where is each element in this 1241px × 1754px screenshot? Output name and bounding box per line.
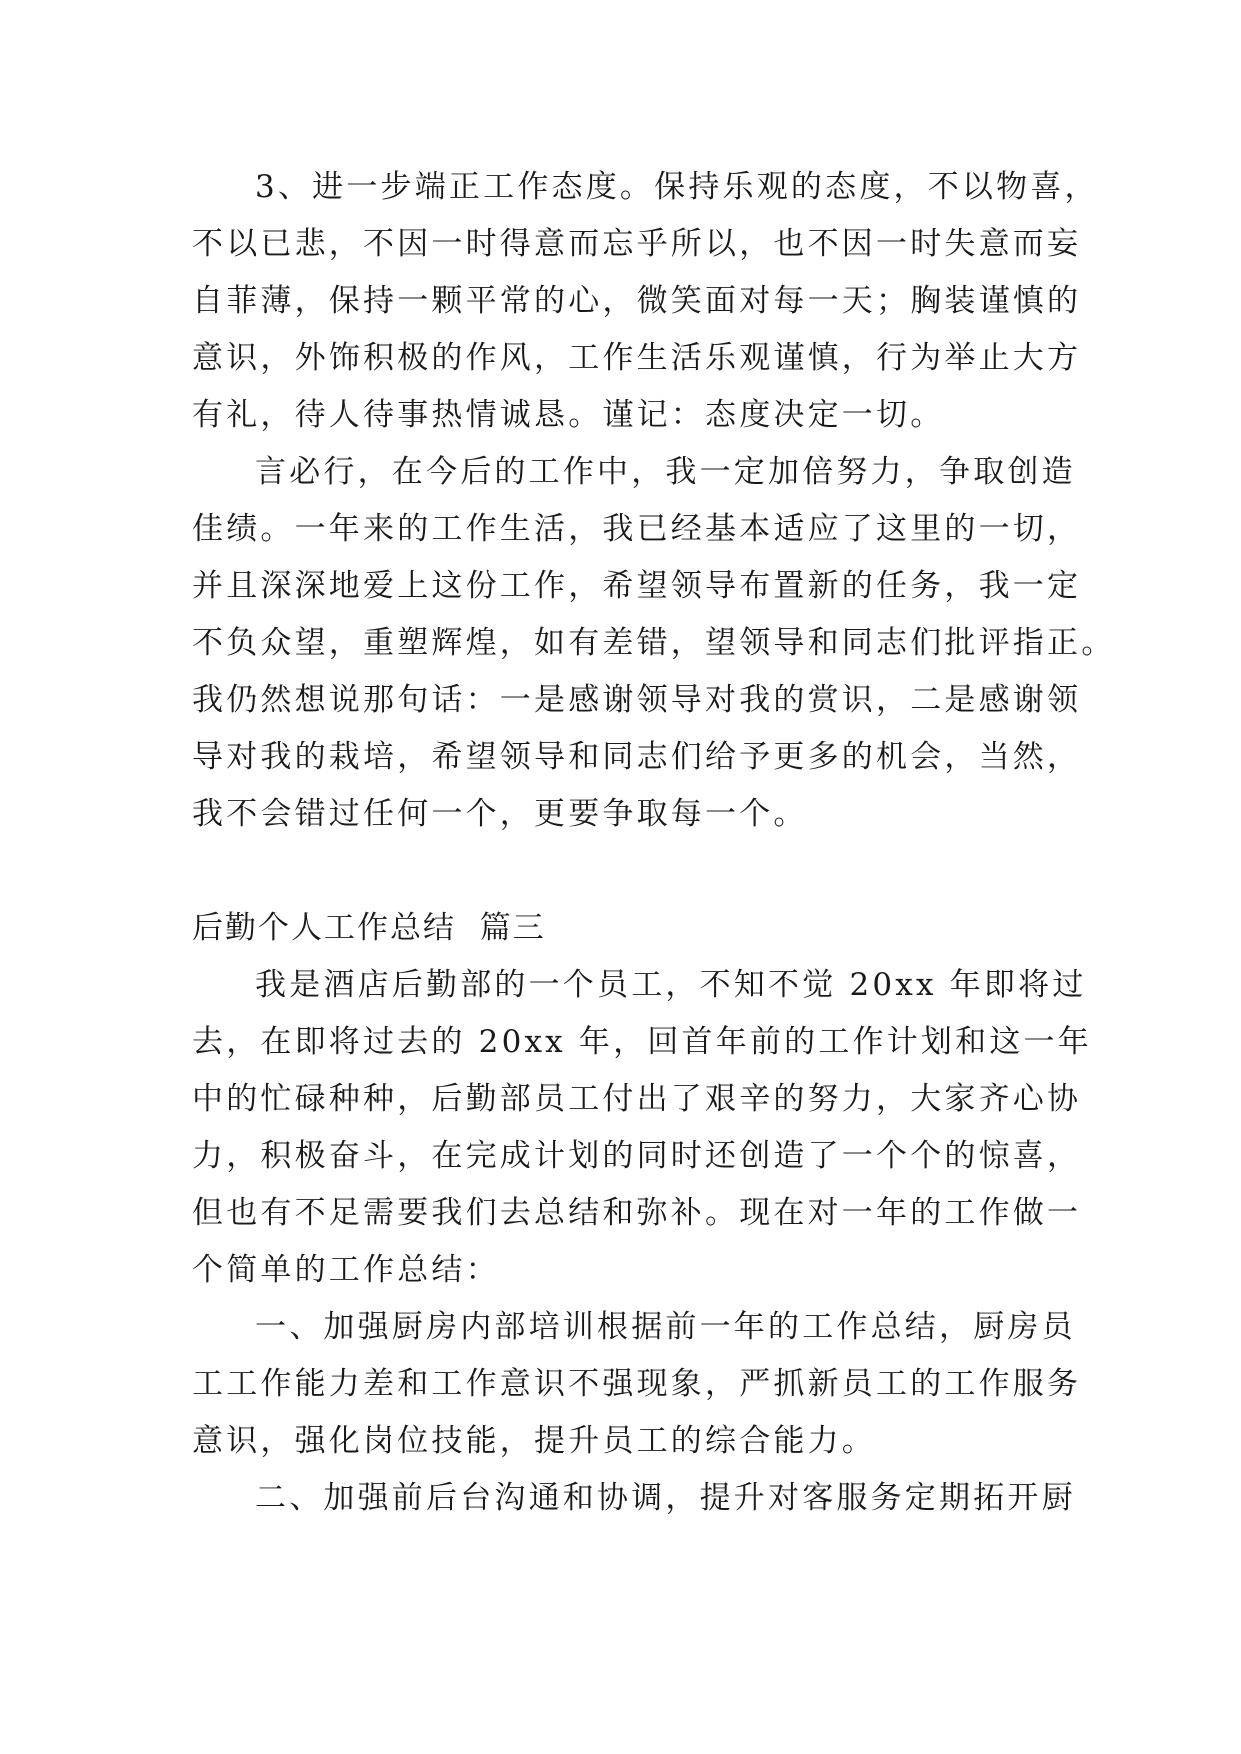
paragraph-5-line-1: 二、加强前后台沟通和协调，提升对客服务定期拓开厨 [255,1480,1076,1516]
paragraph-3-line-4: 力，积极奋斗，在完成计划的同时还创造了一个个的惊喜， [192,1138,1082,1174]
paragraph-3-line-2: 去，在即将过去的 20xx 年，回首年前的工作计划和这一年 [192,1024,1092,1060]
paragraph-1-line-1: 3、进一步端正工作态度。保持乐观的态度，不以物喜， [255,169,1099,205]
paragraph-2-line-4: 不负众望，重塑辉煌，如有差错，望领导和同志们批评指正。 [192,625,1116,661]
paragraph-2-line-7: 我不会错过任何一个，更要争取每一个。 [192,796,808,832]
paragraph-2-line-2: 佳绩。一年来的工作生活，我已经基本适应了这里的一切， [192,511,1082,547]
paragraph-1-line-5: 有礼，待人待事热情诚恳。谨记：态度决定一切。 [192,397,945,433]
paragraph-2-line-3: 并且深深地爱上这份工作，希望领导布置新的任务，我一定 [192,568,1082,604]
paragraph-1-line-4: 意识，外饰积极的作风，工作生活乐观谨慎，行为举止大方 [192,340,1082,376]
paragraph-2-line-6: 导对我的栽培，希望领导和同志们给予更多的机会，当然， [192,739,1082,775]
paragraph-2-line-1: 言必行，在今后的工作中，我一定加倍努力，争取创造 [255,454,1076,490]
paragraph-3-line-6: 个简单的工作总结： [192,1252,500,1288]
paragraph-2-line-5: 我仍然想说那句话：一是感谢领导对我的赏识，二是感谢领 [192,682,1082,718]
paragraph-3-line-1: 我是酒店后勤部的一个员工，不知不觉 20xx 年即将过 [255,967,1087,1003]
paragraph-3-line-3: 中的忙碌种种，后勤部员工付出了艰辛的努力，大家齐心协 [192,1081,1082,1117]
paragraph-4-line-1: 一、加强厨房内部培训根据前一年的工作总结，厨房员 [255,1309,1076,1345]
paragraph-1-line-2: 不以已悲，不因一时得意而忘乎所以，也不因一时失意而妄 [192,226,1082,262]
section-heading: 后勤个人工作总结 篇三 [192,910,546,946]
paragraph-1-line-3: 自菲薄，保持一颗平常的心，微笑面对每一天；胸装谨慎的 [192,283,1082,319]
paragraph-3-line-5: 但也有不足需要我们去总结和弥补。现在对一年的工作做一 [192,1195,1082,1231]
paragraph-4-line-3: 意识，强化岗位技能，提升员工的综合能力。 [192,1423,876,1459]
paragraph-4-line-2: 工工作能力差和工作意识不强现象，严抓新员工的工作服务 [192,1366,1082,1402]
